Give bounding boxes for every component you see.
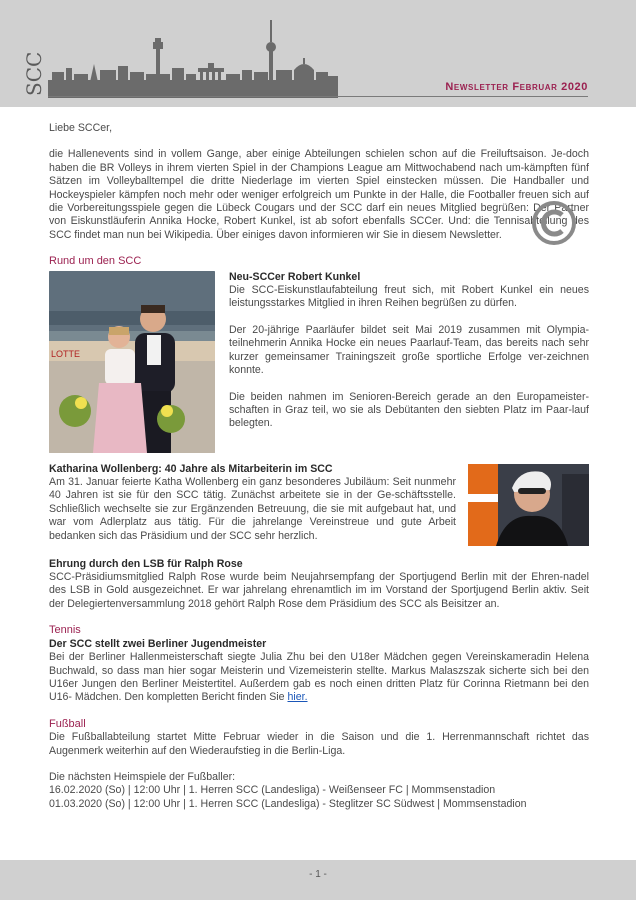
kunkel-paragraph-3: Die beiden nahmen im Senioren-Bereich gerade an den Europameister-schaften in Graz teil, wo sie als Debütanten den siebten Platz im Paar-lauf belegten.: [229, 390, 589, 430]
fussball-game-1: 16.02.2020 (So) | 12:00 Uhr | 1. Herren SCC (Landesliga) - Weißenseer FC | Mommsenstadion: [49, 784, 496, 797]
rose-paragraph: SCC-Präsidiumsmitglied Ralph Rose wurde beim Neujahrsempfang der Sportjugend Berlin mit der Ehren-nadel des LSB in Gold ausgezeichnet. Er war jahrelang ehrenamtlich im im Vorstand der Sportjugend Berlin aktiv. Seit der Delegiertenversammlung 2018 gehört Ralph Rose dem Präsidium des SCC als Beisitzer an.: [49, 571, 589, 610]
tennis-title: Der SCC stellt zwei Berliner Jugendmeister: [49, 637, 267, 650]
scc-logo: [22, 44, 48, 98]
copyright-icon: [531, 200, 577, 246]
fussball-paragraph: Die Fußballabteilung startet Mitte Februar wieder in die Saison und die 1. Herrenmannschaft richtet das Augenmerk weiterhin auf den Wiederaufstieg in die Berlin-Liga.: [49, 731, 589, 757]
page-number: - 1 -: [309, 869, 327, 880]
intro-paragraph: die Hallenevents sind in vollem Gange, aber einige Abteilungen schielen schon auf die Freiluftsaison. Je-doch haben die BR Volleys in ihrem vierten Spiel in der Champions League am Mittwochabend nach um-kämpften fünf Sätzen im Volleyballtempel die dritte Niederlage im vierten Spiel einstecken müssen. Die Handballer und Hockeyspieler kämpfen noch mehr oder weniger erfolgreich um Punkte in der Halle, die Footballer freuen sich auf die Vorbereitungsspiele gegen die Lübeck Cougars und der SCC darf ein neues Mitglied begrüßen: Der Partner von Eiskunstläuferin Annika Hocke, Robert Kunkel, ist ab sofort ebenfalls SCCer. Und: die Tennisabteilung des SCC findet man nun bei Wikipedia. Über einiges davon informieren wir Sie in diesem Newsletter.: [49, 148, 589, 241]
wollenberg-title: Katharina Wollenberg: 40 Jahre als Mitarbeiterin im SCC: [49, 462, 333, 475]
header-banner: [0, 0, 636, 107]
kunkel-hocke-photo: [49, 271, 215, 453]
wollenberg-photo: [468, 464, 589, 546]
wollenberg-paragraph: Am 31. Januar feierte Katha Wollenberg ein ganz besonderes Jubiläum: Seit nunmehr 40 Jahren ist sie für den SCC tätig. Zunächst arbeitete sie in der Ge-schäftsstelle. Schließlich wechselte sie zur Ergänzenden Betreuung, die sie mit aufgebaut hat, und war vom Adlerplatz aus tätig. Für die jahrelange Vereinstreue und gute Arbeit bedanken sich das Präsidium und der SCC sehr herzlich.: [49, 476, 456, 542]
fussball-game-2: 01.03.2020 (So) | 12:00 Uhr | 1. Herren SCC (Landesliga) - Steglitzer SC Südwest | Mommsenstadion: [49, 797, 527, 810]
svg-text:LOTTE: LOTTE: [51, 348, 81, 359]
kunkel-article: [49, 271, 589, 453]
fussball-games-intro: Die nächsten Heimspiele der Fußballer:: [49, 770, 236, 783]
greeting: Liebe SCCer,: [49, 122, 113, 134]
tennis-body: Bei der Berliner Hallenmeisterschaft siegte Julia Zhu bei den U18er Mädchen gegen Vereinskameradin Helena Buchwald, so dass man hier sogar Meisterin und Vizemeisterin stellte. Markus Malaszszak sicherte sich bei den U16er Jungen den Berliner Meistertitel. Außerdem gab es noch einen dritten Platz für Corinna Rietmann bei den U16- Mädchen. Den kompletten Bericht finden Sie: [49, 651, 589, 704]
kunkel-paragraph-1: Die SCC-Eiskunstlaufabteilung freut sich, mit Robert Kunkel ein neues leistungsstarkes Mitglied in ihren Reihen begrüßen zu dürfen.: [229, 284, 589, 310]
kunkel-paragraph-2: Der 20-jährige Paarläufer bildet seit Mai 2019 zusammen mit Olympia-teilnehmerin Annika Hocke ein neues Paarlauf-Team, das bereits nach sehr kurzer gemeinsamer Trainingszeit große sportliche Erfolge ver-zeichnen konnte.: [229, 323, 589, 377]
section-heading-rund: Rund um den SCC: [49, 255, 142, 268]
section-heading-tennis: Tennis: [49, 624, 81, 637]
newsletter-content: [49, 122, 589, 811]
tennis-report-link[interactable]: hier.: [287, 691, 308, 704]
kunkel-title: Neu-SCCer Robert Kunkel: [229, 270, 361, 283]
tennis-paragraph: [49, 651, 589, 705]
page-footer: [0, 860, 636, 900]
svg-text:SCC: SCC: [22, 51, 46, 96]
berlin-skyline-icon: [48, 20, 338, 98]
newsletter-title: Newsletter Februar 2020: [445, 81, 588, 93]
rose-title: Ehrung durch den LSB für Ralph Rose: [49, 557, 243, 570]
wollenberg-article: [49, 463, 589, 546]
header-divider: [48, 96, 588, 97]
section-heading-fussball: Fußball: [49, 717, 86, 730]
